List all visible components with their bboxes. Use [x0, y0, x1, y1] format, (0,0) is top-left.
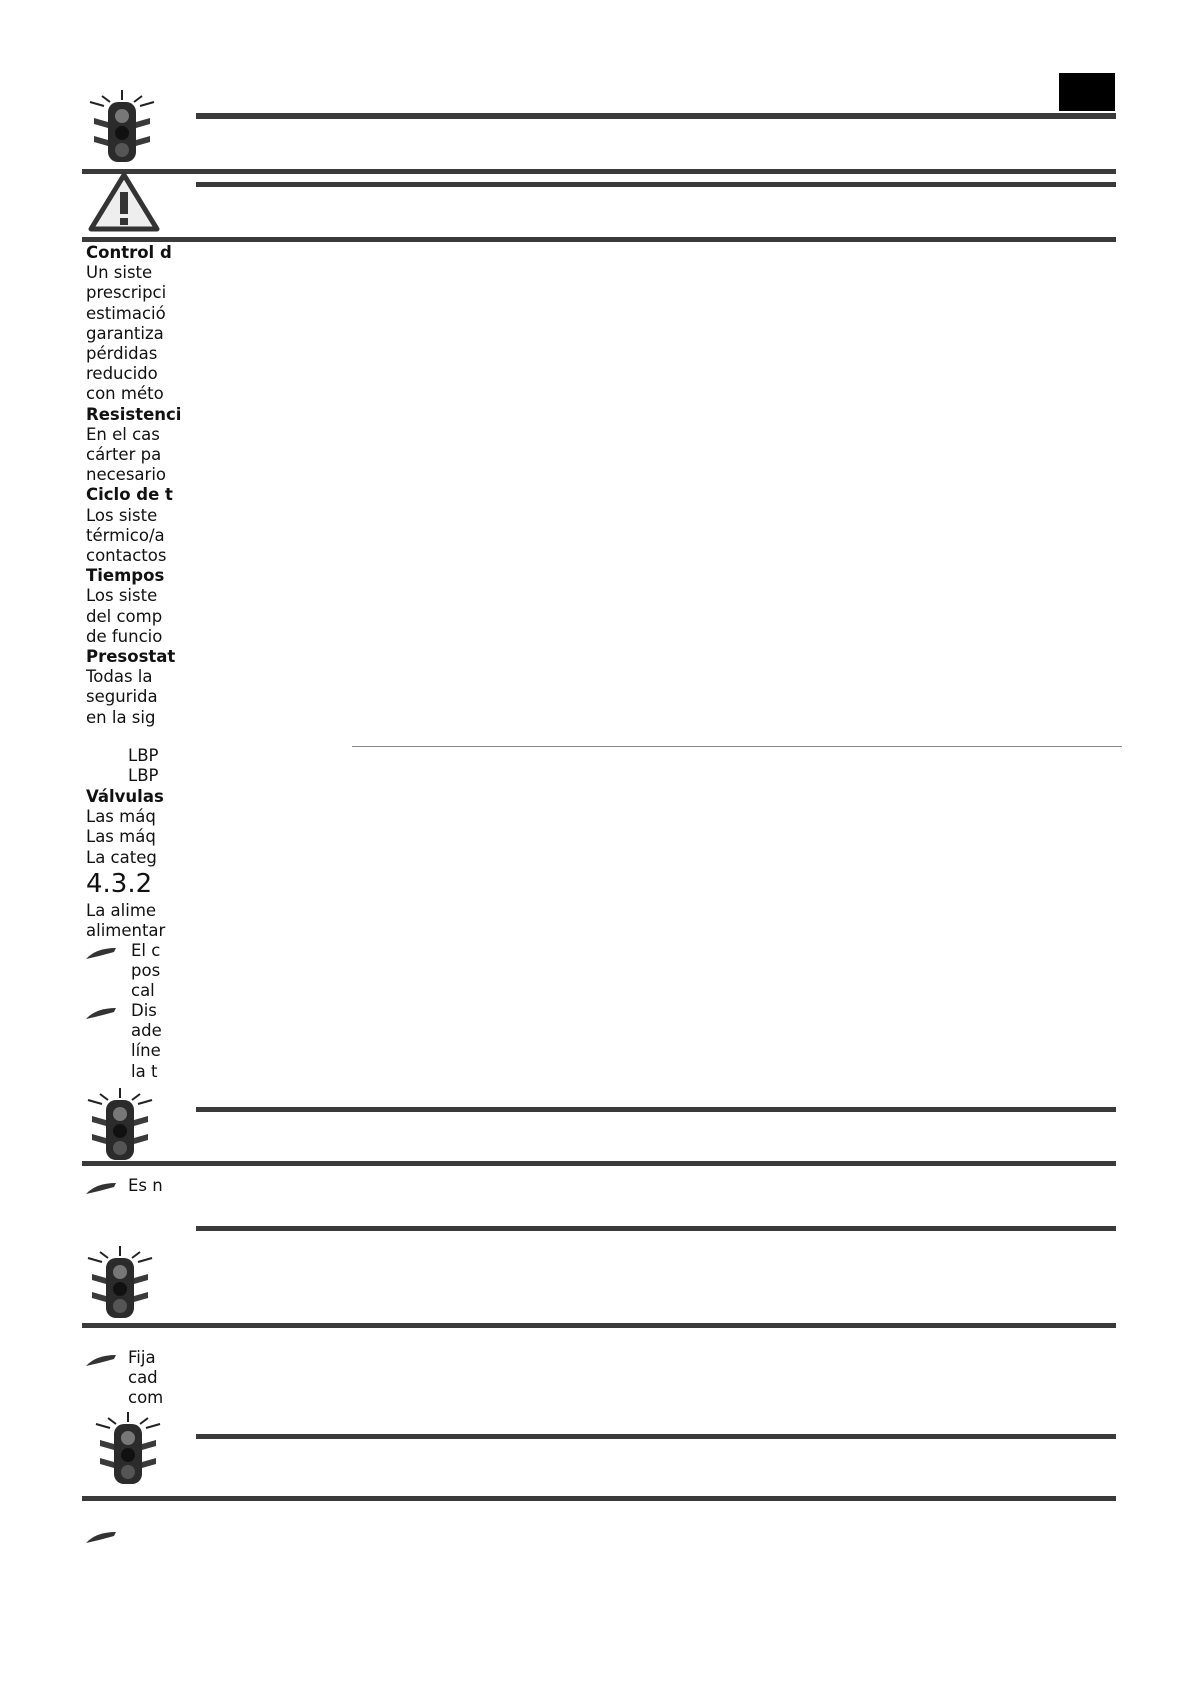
paragraph-line: Un siste	[86, 263, 153, 283]
paragraph-line: térmico/a	[86, 525, 165, 545]
rule	[82, 169, 1116, 174]
paragraph-line: del comp	[86, 606, 163, 626]
rule	[196, 113, 1116, 119]
bullet-line: com	[128, 1388, 164, 1408]
paragraph-line: Las máq	[86, 827, 156, 847]
bullet-3-text	[128, 1176, 162, 1198]
bullet-arrow-icon	[86, 1181, 116, 1195]
paragraph-line: Presostat	[86, 647, 176, 666]
paragraph-line: reducido	[86, 364, 158, 384]
bullet-2-text	[131, 1001, 161, 1083]
warning-icon	[88, 172, 160, 232]
paragraph-line: Tiempos	[86, 566, 165, 586]
bullet-line: Es n	[128, 1176, 163, 1195]
paragraph-line: en la sig	[86, 707, 156, 727]
paragraph-line: Los siste	[86, 586, 158, 606]
bullet-line: Dis	[131, 1001, 157, 1020]
paragraph-line: Control d	[86, 243, 172, 262]
traffic-light-icon	[84, 88, 160, 168]
table-column	[128, 746, 168, 790]
section-heading: 4.3.2	[86, 869, 153, 899]
rule	[82, 237, 1116, 242]
paragraph-line: Todas la	[86, 667, 153, 687]
traffic-light-icon	[82, 1244, 158, 1324]
bullet-arrow-icon	[86, 1353, 116, 1367]
table-rule	[352, 746, 1122, 747]
rule	[82, 1161, 1116, 1166]
paragraph-line: Ciclo de t	[86, 485, 173, 505]
bullet-1-text	[131, 941, 161, 1003]
paragraph-line: Los siste	[86, 505, 158, 525]
bullet-arrow-icon	[86, 1006, 116, 1020]
paragraph-line: pérdidas	[86, 344, 158, 363]
rule	[196, 1107, 1116, 1112]
paragraph-line: Las máq	[86, 807, 156, 827]
bullet-line: cad	[128, 1368, 158, 1388]
bullet-4-text	[128, 1348, 164, 1410]
rule	[196, 1434, 1116, 1439]
paragraph-line: alimentar	[86, 921, 166, 941]
rule	[82, 1496, 1116, 1501]
rule	[196, 1226, 1116, 1231]
paragraph-line: Válvulas	[86, 787, 164, 806]
bullet-line: ade	[131, 1021, 162, 1041]
paragraph-line: estimació	[86, 303, 166, 323]
paragraph-line: La categ	[86, 847, 157, 867]
table-cell: LBP	[128, 766, 159, 786]
bullet-arrow-icon	[86, 1530, 116, 1544]
paragraph-line: La alime	[86, 901, 157, 920]
traffic-light-icon	[82, 1086, 158, 1166]
rule	[82, 1323, 1116, 1328]
paragraph-line: prescripci	[86, 283, 167, 303]
valves-column	[86, 787, 164, 871]
section-column	[86, 901, 166, 943]
paragraph-line: necesario	[86, 465, 167, 485]
paragraph-line: En el cas	[86, 424, 160, 444]
bullet-arrow-icon	[86, 946, 116, 960]
paragraph-line: de funcio	[86, 626, 163, 646]
page-number-box	[1059, 73, 1115, 111]
bullet-line: la t	[131, 1061, 158, 1081]
paragraph-line: Resistenci	[86, 404, 182, 424]
table-cell: LBP	[128, 746, 159, 765]
paragraph-line: contactos	[86, 546, 167, 565]
bullet-line: líne	[131, 1041, 161, 1061]
paragraph-line: con méto	[86, 384, 164, 404]
bullet-line: pos	[131, 961, 161, 981]
traffic-light-icon	[90, 1410, 166, 1490]
bullet-line: El c	[131, 941, 161, 960]
bullet-line: Fija	[128, 1348, 156, 1367]
paragraph-line: segurida	[86, 687, 158, 707]
bullet-line: cal	[131, 981, 155, 1001]
rule	[196, 182, 1116, 187]
paragraph-column	[86, 243, 182, 727]
paragraph-line: cárter pa	[86, 445, 162, 464]
paragraph-line: garantiza	[86, 323, 164, 343]
